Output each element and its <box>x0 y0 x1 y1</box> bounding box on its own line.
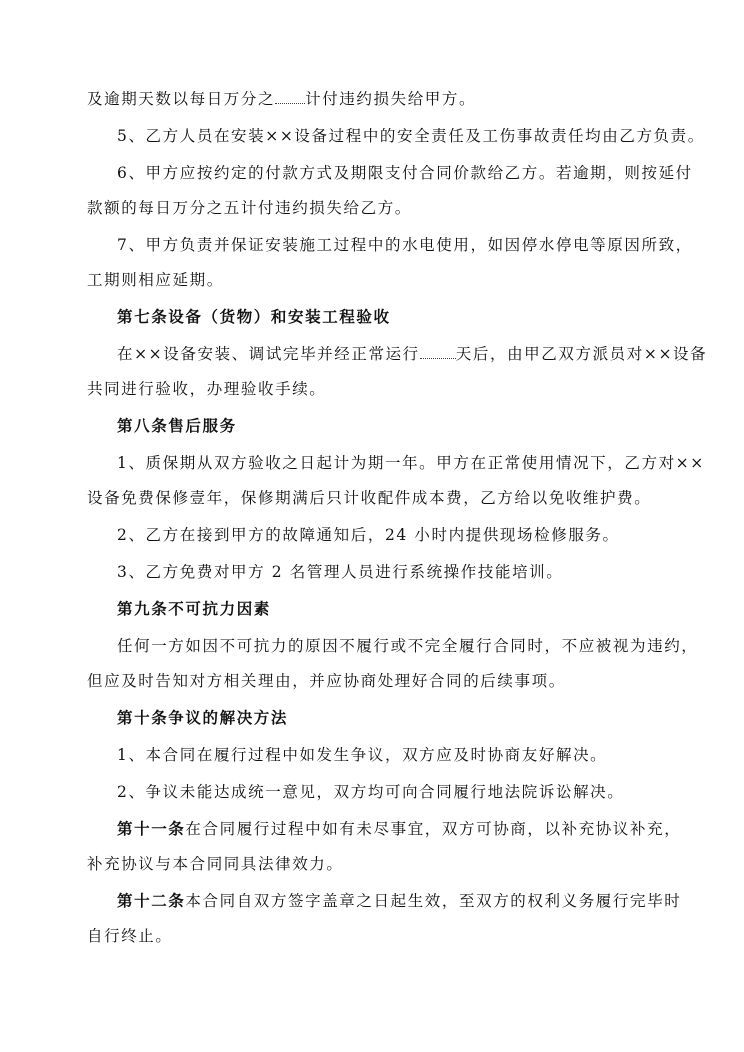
article-8-item-1-line-1: 1、质保期从双方验收之日起计为期一年。甲方在正常使用情况下，乙方对×× <box>117 454 705 472</box>
article-8-item-3: 3、乙方免费对甲方 2 名管理人员进行系统操作技能培训。 <box>117 563 564 581</box>
article-12-line-1 <box>117 890 682 912</box>
article-8-item-2: 2、乙方在接到甲方的故障通知后，24 小时内提供现场检修服务。 <box>117 526 620 544</box>
article-11-line-1 <box>117 818 682 840</box>
article-8-heading: 第八条售后服务 <box>117 416 237 435</box>
text: 本合同自双方签字盖章之日起生效，至双方的权利义务履行完毕时 <box>185 892 682 910</box>
article-7-line-1 <box>117 343 708 365</box>
clause-6-line-1: 6、甲方应按约定的付款方式及期限支付合同价款给乙方。若逾期，则按延付 <box>117 164 693 182</box>
clause-7-line-2: 工期则相应延期。 <box>87 271 224 289</box>
blank-fill-field <box>275 89 305 104</box>
article-12-label: 第十二条 <box>117 891 186 910</box>
article-11-line-2: 补充协议与本合同同具法律效力。 <box>87 855 344 873</box>
article-8-item-1-line-2: 设备免费保修壹年，保修期满后只计收配件成本费，乙方给以免收维护费。 <box>87 489 652 507</box>
article-7-heading: 第七条设备（货物）和安装工程验收 <box>117 307 391 326</box>
text: 在合同履行过程中如有未尽事宜，双方可协商，以补充协议补充， <box>185 820 682 838</box>
clause-7-line-1: 7、甲方负责并保证安装施工过程中的水电使用，如因停水停电等原因所致， <box>117 236 693 254</box>
paragraph-overdue-penalty <box>87 88 677 110</box>
text: 计付违约损失给甲方。 <box>305 90 477 108</box>
clause-5: 5、乙方人员在安装××设备过程中的安全责任及工伤事故责任均由乙方负责。 <box>117 127 705 145</box>
article-9-line-2: 但应及时告知对方相关理由，并应协商处理好合同的后续事项。 <box>87 672 566 690</box>
article-12-line-2: 自行终止。 <box>87 927 173 945</box>
article-11-label: 第十一条 <box>117 819 186 838</box>
article-10-item-1: 1、本合同在履行过程中如发生争议，双方应及时协商友好解决。 <box>117 746 608 764</box>
article-9-line-1: 任何一方如因不可抗力的原因不履行或不完全履行合同时，不应被视为违约， <box>117 637 699 655</box>
article-9-heading: 第九条不可抗力因素 <box>117 599 271 618</box>
blank-fill-field <box>420 344 456 359</box>
text: 及逾期天数以每日万分之 <box>87 90 276 108</box>
text: 天后，由甲乙双方派员对××设备 <box>455 345 708 363</box>
clause-6-line-2: 款额的每日万分之五计付违约损失给乙方。 <box>87 199 412 217</box>
article-10-item-2: 2、争议未能达成统一意见，双方均可向合同履行地法院诉讼解决。 <box>117 783 625 801</box>
article-10-heading: 第十条争议的解决方法 <box>117 708 289 727</box>
article-7-line-2: 共同进行验收，办理验收手续。 <box>87 380 327 398</box>
text: 在××设备安装、调试完毕并经正常运行 <box>117 345 420 363</box>
